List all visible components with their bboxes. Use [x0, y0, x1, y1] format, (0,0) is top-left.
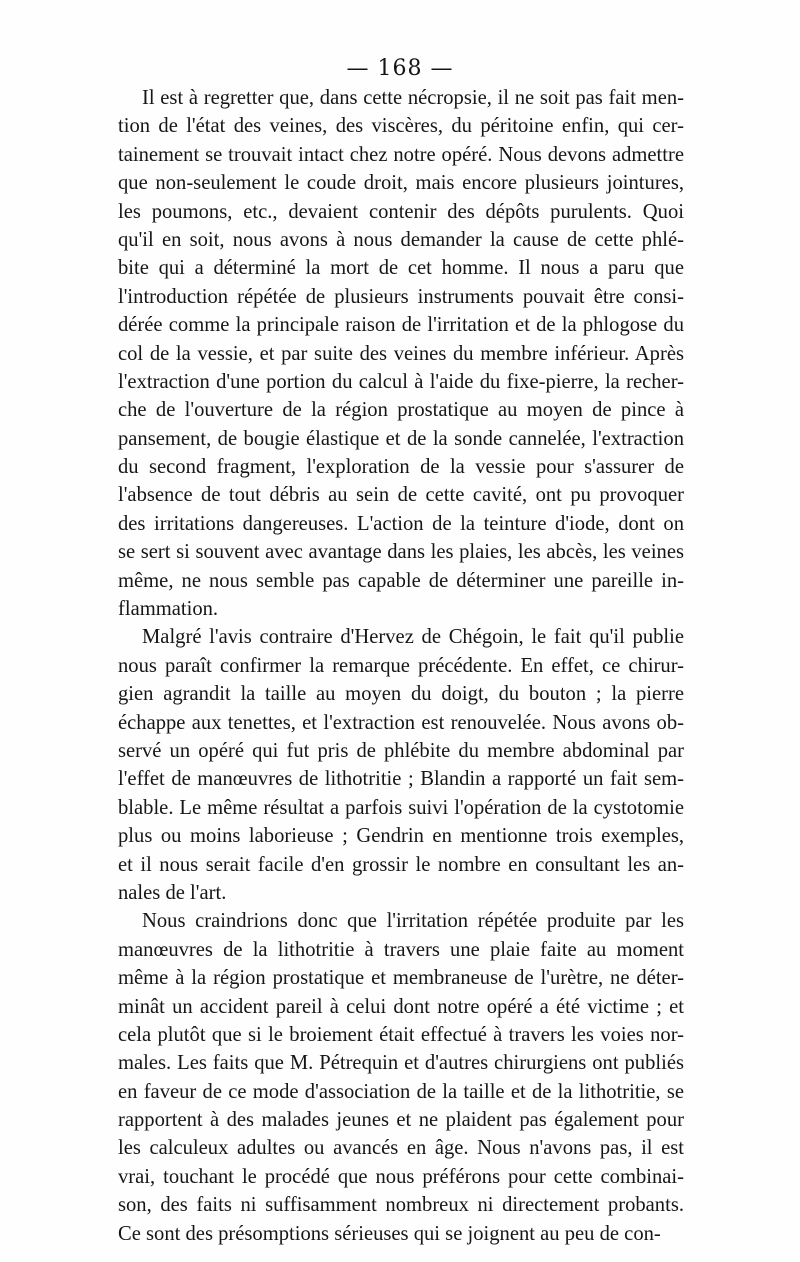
- text-line: minât un accident pareil à celui dont notre opéré a été victime ; et: [118, 995, 684, 1018]
- text-line: même à la région prostatique et membraneuse de l'urètre, ne déter-: [118, 967, 684, 990]
- text-line: servé un opéré qui fut pris de phlébite du membre abdominal par: [118, 739, 684, 762]
- text-line: Nous craindrions donc que l'irritation répétée produite par les: [142, 910, 684, 933]
- text-line: che de l'ouverture de la région prostatique au moyen de pince à: [118, 399, 684, 422]
- text-line: tainement se trouvait intact chez notre opéré. Nous devons admettre: [118, 143, 684, 166]
- text-line: les calculeux adultes ou avancés en âge. Nous n'avons pas, il est: [118, 1137, 684, 1160]
- page-number: — 168 —: [346, 56, 454, 81]
- text-line: son, des faits ni suffisamment nombreux ni directement probants.: [118, 1194, 684, 1217]
- text-line: pansement, de bougie élastique et de la sonde cannelée, l'extraction: [118, 427, 684, 450]
- text-line: rapportent à des malades jeunes et ne plaident pas également pour: [118, 1109, 684, 1132]
- text-line: nales de l'art.: [118, 881, 227, 904]
- text-line: l'introduction répétée de plusieurs instruments pouvait être consi-: [118, 285, 684, 308]
- text-line: males. Les faits que M. Pétrequin et d'autres chirurgiens ont publiés: [118, 1052, 684, 1075]
- text-line: tion de l'état des veines, des viscères, du péritoine enfin, qui cer-: [118, 115, 684, 138]
- text-line: manœuvres de la lithotritie à travers une plaie faite au moment: [118, 938, 684, 961]
- text-line: gien agrandit la taille au moyen du doigt, du bouton ; la pierre: [118, 683, 684, 706]
- text-line: cela plutôt que si le broiement était effectué à travers les voies nor-: [118, 1023, 684, 1046]
- text-line: des irritations dangereuses. L'action de la teinture d'iode, dont on: [118, 512, 684, 535]
- text-line: dérée comme la principale raison de l'irritation et de la phlogose du: [118, 314, 684, 337]
- text-line: en faveur de ce mode d'association de la taille et de la lithotritie, se: [118, 1080, 684, 1103]
- text-line: col de la vessie, et par suite des veines du membre inférieur. Après: [118, 342, 684, 365]
- text-line: Malgré l'avis contraire d'Hervez de Chégoin, le fait qu'il publie: [142, 626, 684, 649]
- text-line: blable. Le même résultat a parfois suivi l'opération de la cystotomie: [118, 796, 684, 819]
- text-line: qu'il en soit, nous avons à nous demander la cause de cette phlé-: [118, 228, 684, 251]
- text-line: plus ou moins laborieuse ; Gendrin en mentionne trois exemples,: [118, 825, 684, 848]
- text-line: l'effet de manœuvres de lithotritie ; Blandin a rapporté un fait sem-: [118, 768, 684, 791]
- text-line: Il est à regretter que, dans cette nécropsie, il ne soit pas fait men-: [142, 87, 684, 109]
- body-text: [118, 84, 684, 1248]
- text-line: bite qui a déterminé la mort de cet homme. Il nous a paru que: [118, 257, 684, 280]
- text-line: se sert si souvent avec avantage dans les plaies, les abcès, les veines: [118, 541, 684, 564]
- text-line: Ce sont des présomptions sérieuses qui se joignent au peu de con-: [118, 1222, 661, 1245]
- text-line: les poumons, etc., devaient contenir des dépôts purulents. Quoi: [118, 200, 684, 223]
- text-line: l'extraction d'une portion du calcul à l'aide du fixe-pierre, la recher-: [118, 370, 684, 393]
- text-line: nous paraît confirmer la remarque précédente. En effet, ce chirur-: [118, 654, 684, 677]
- text-line: l'absence de tout débris au sein de cette cavité, ont pu provoquer: [118, 484, 684, 507]
- text-line: flammation.: [118, 598, 219, 621]
- text-line: échappe aux tenettes, et l'extraction est renouvelée. Nous avons ob-: [118, 711, 684, 734]
- text-line: même, ne nous semble pas capable de déterminer une pareille in-: [118, 569, 684, 592]
- text-line: vrai, touchant le procédé que nous préférons pour cette combinai-: [118, 1165, 684, 1188]
- text-line: que non-seulement le coude droit, mais encore plusieurs jointures,: [118, 172, 684, 195]
- text-line: et il nous serait facile d'en grossir le nombre en consultant les an-: [118, 853, 684, 876]
- text-line: du second fragment, l'exploration de la vessie pour s'assurer de: [118, 456, 684, 479]
